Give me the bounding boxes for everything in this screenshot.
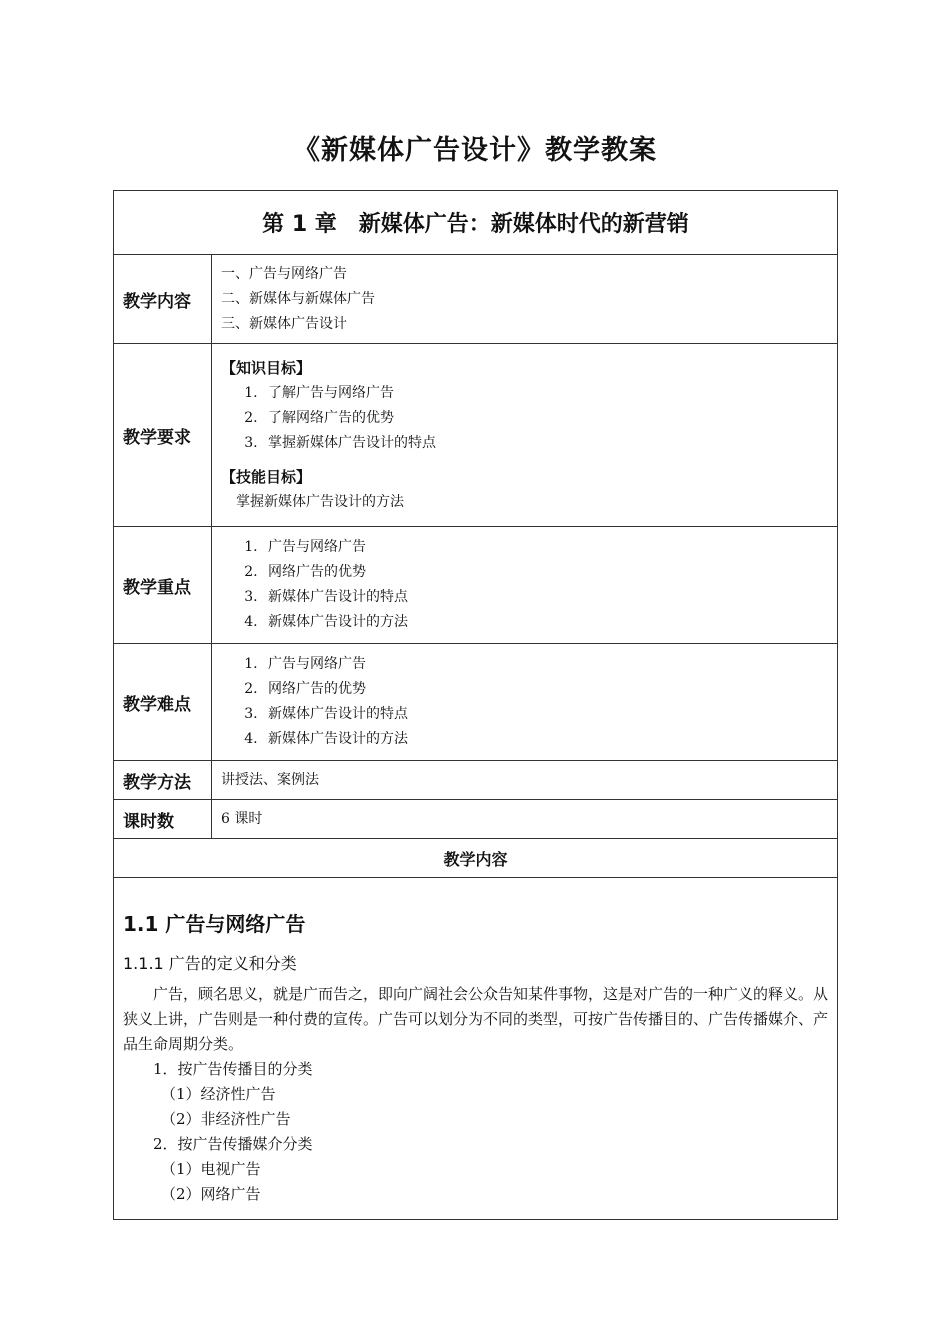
requirements-row [114,344,838,527]
list-item: 3. 新媒体广告设计的特点 [262,702,828,727]
content-cell [212,255,838,344]
body-paragraph: 广告，顾名思义，就是广而告之，即向广阔社会公众告知某件事物，这是对广告的一种广义的释义。从狭义上讲，广告则是一种付费的宣传。广告可以划分为不同的类型，可按广告传播目的、广告传播媒介、产品生命周期分类。 [123,985,829,1053]
list-title: 2．按广告传播媒介分类 [153,1135,313,1153]
list-item: 2. 网络广告的优势 [262,560,828,585]
difficulties-list [221,652,828,752]
skill-goal-text: 掌握新媒体广告设计的方法 [236,494,404,510]
content-row [114,255,838,344]
content-header-row [114,839,838,878]
hours-value: 6 课时 [212,800,838,839]
key-points-cell [212,527,838,644]
difficulties-row [114,644,838,761]
list-item: （2）非经济性广告 [161,1110,291,1128]
list-item: （1）电视广告 [161,1160,261,1178]
list-item: （2）网络广告 [161,1185,261,1203]
list-item: 4. 新媒体广告设计的方法 [262,610,828,635]
list-item: 1. 了解广告与网络广告 [262,381,828,406]
list-item: 2. 了解网络广告的优势 [262,406,828,431]
body-cell [114,878,838,1220]
requirements-cell [212,344,838,527]
key-points-label: 教学重点 [114,527,212,644]
content-header: 教学内容 [114,839,838,878]
requirements-label: 教学要求 [114,344,212,527]
key-points-row [114,527,838,644]
content-item: 二、新媒体与新媒体广告 [221,290,375,307]
list-item: 2. 网络广告的优势 [262,677,828,702]
difficulties-label: 教学难点 [114,644,212,761]
section-heading: 1.1 广告与网络广告 [123,912,306,936]
methods-label: 教学方法 [114,761,212,800]
key-points-list [221,535,828,635]
subsection-heading: 1.1.1 广告的定义和分类 [123,954,297,973]
methods-row [114,761,838,800]
list-title: 1．按广告传播目的分类 [153,1060,313,1078]
list-item: 4. 新媒体广告设计的方法 [262,727,828,752]
knowledge-goal-list [221,381,828,456]
methods-value: 讲授法、案例法 [212,761,838,800]
chapter-title: 第 1 章 新媒体广告：新媒体时代的新营销 [114,191,838,255]
knowledge-goal-tag: 【知识目标】 [221,359,312,377]
difficulties-cell [212,644,838,761]
list-item: 3. 掌握新媒体广告设计的特点 [262,431,828,456]
content-label: 教学内容 [114,255,212,344]
document-title: 《新媒体广告设计》教学教案 [293,135,657,166]
skill-goal-tag: 【技能目标】 [221,468,312,486]
list-item: 3. 新媒体广告设计的特点 [262,585,828,610]
list-item: （1）经济性广告 [161,1085,276,1103]
lesson-plan-table [113,190,838,1220]
hours-row [114,800,838,839]
body-row [114,878,838,1220]
list-item: 1. 广告与网络广告 [262,652,828,677]
content-item: 一、广告与网络广告 [221,265,347,282]
list-item: 1. 广告与网络广告 [262,535,828,560]
hours-label: 课时数 [114,800,212,839]
chapter-row [114,191,838,255]
content-item: 三、新媒体广告设计 [221,315,347,332]
